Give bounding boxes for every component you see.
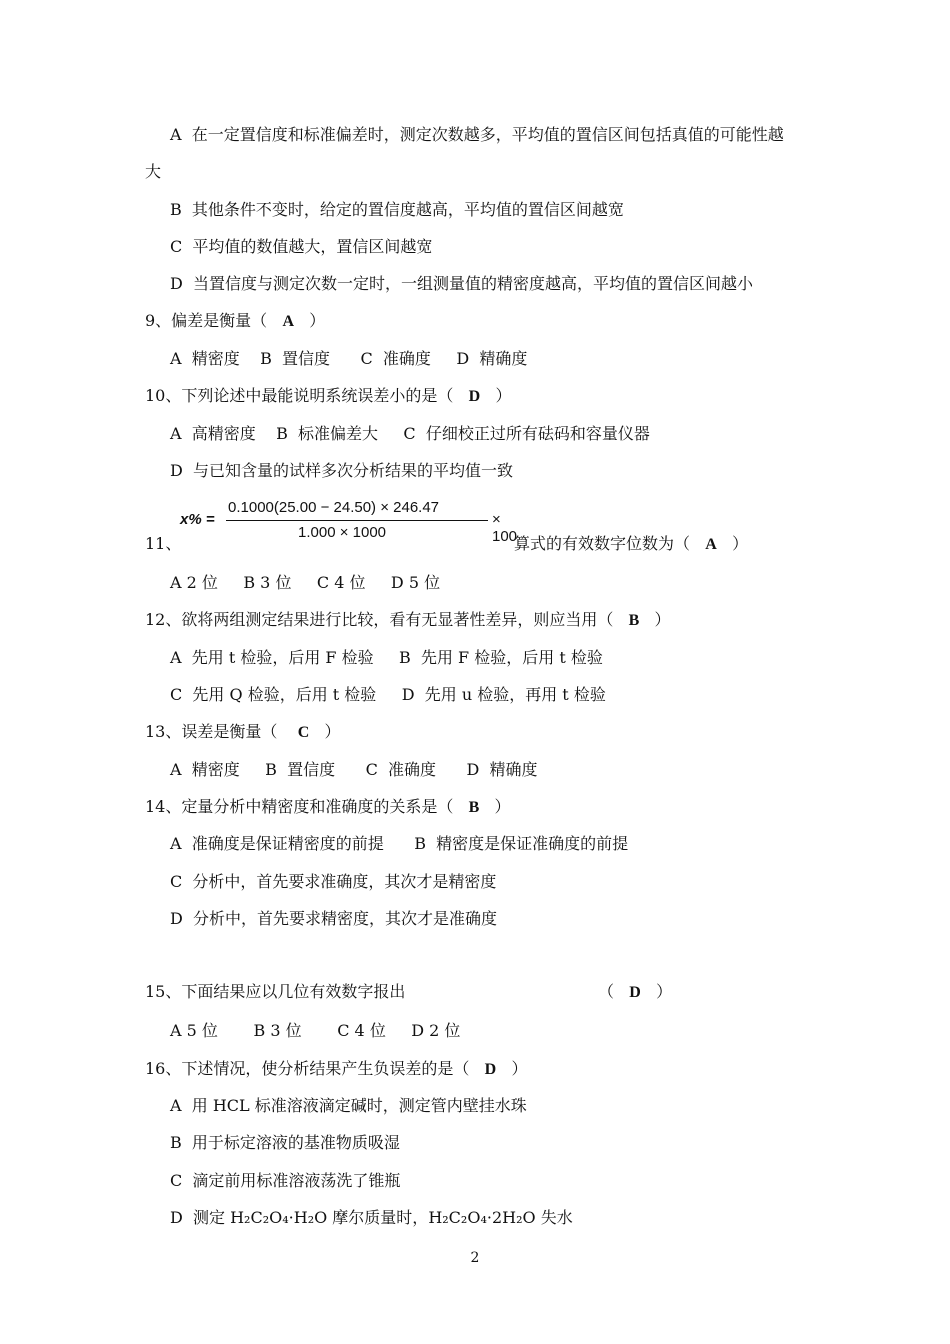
answer-15: D: [629, 984, 641, 1001]
q10-options-line2: D 与已知含量的试样多次分析结果的平均值一致: [170, 461, 514, 480]
question-11: 算式的有效数字位数为（ A ）: [514, 534, 749, 553]
chem-formula-1: H₂C₂O₄·H₂O: [230, 1208, 328, 1227]
q10-options-line1: A 高精密度 B 标准偏差大 C 仔细校正过所有砝码和容量仪器: [170, 424, 650, 443]
answer-9: A: [282, 313, 295, 330]
q14-options-line1: A 准确度是保证精密度的前提 B 精密度是保证准确度的前提: [170, 834, 629, 853]
formula: [180, 499, 520, 545]
answer-11: A: [705, 536, 717, 553]
question-9: 9、偏差是衡量（ A ）: [145, 311, 326, 330]
fraction-bar: [226, 520, 488, 521]
formula-tail: × 100: [492, 511, 518, 545]
q12-options-line1: A 先用 t 检验，后用 F 检验 B 先用 F 检验，后用 t 检验: [170, 648, 603, 667]
question-14: 14、定量分析中精密度和准确度的关系是（ B ）: [145, 797, 511, 816]
answer-12: B: [628, 612, 640, 629]
q8-option-b: B 其他条件不变时，给定的置信度越高，平均值的置信区间越宽: [170, 200, 624, 219]
q15-options: A 5 位 B 3 位 C 4 位 D 2 位: [170, 1021, 461, 1040]
q8-option-c: C 平均值的数值越大，置信区间越宽: [170, 237, 433, 256]
question-10: 10、下列论述中最能说明系统误差小的是（ D ）: [145, 386, 512, 405]
answer-16: D: [484, 1061, 497, 1078]
question-13: 13、误差是衡量（ C ）: [145, 722, 341, 741]
q8-option-d: D 当置信度与测定次数一定时，一组测量值的精密度越高，平均值的置信区间越小: [170, 274, 754, 293]
question-11-number: 11、: [145, 534, 182, 553]
question-16: 16、下述情况，使分析结果产生负误差的是（ D ）: [145, 1059, 528, 1078]
q16-option-d: D 测定 H₂C₂O₄·H₂O 摩尔质量时，H₂C₂O₄·2H₂O 失水: [170, 1208, 573, 1227]
q12-options-line2: C 先用 Q 检验，后用 t 检验 D 先用 u 检验，再用 t 检验: [170, 685, 606, 704]
formula-denominator: 1.000 × 1000: [298, 524, 387, 541]
formula-lhs: x% =: [180, 511, 215, 528]
q14-options-line3: D 分析中，首先要求精密度，其次才是准确度: [170, 909, 498, 928]
question-15-answer: （ D ）: [598, 982, 673, 1001]
q8-option-a-line1: A 在一定置信度和标准偏差时，测定次数越多，平均值的置信区间包括真值的可能性越: [170, 125, 784, 144]
q16-option-a: A 用 HCL 标准溶液滴定碱时，测定管内壁挂水珠: [170, 1096, 527, 1115]
answer-10: D: [468, 388, 481, 405]
q16-option-b: B 用于标定溶液的基准物质吸湿: [170, 1133, 400, 1152]
formula-numerator: 0.1000(25.00 − 24.50) × 246.47: [228, 499, 440, 516]
question-12: 12、欲将两组测定结果进行比较，看有无显著性差异，则应当用（ B ）: [145, 610, 671, 629]
q16-option-c: C 滴定前用标准溶液荡洗了锥瓶: [170, 1171, 401, 1190]
chem-formula-2: H₂C₂O₄·2H₂O: [428, 1208, 536, 1227]
q11-options: A 2 位 B 3 位 C 4 位 D 5 位: [170, 573, 441, 592]
q8-option-a-line2: 大: [145, 162, 162, 181]
answer-13: C: [297, 724, 310, 741]
answer-14: B: [468, 799, 480, 816]
q13-options: A 精密度 B 置信度 C 准确度 D 精确度: [170, 760, 538, 779]
page-number: 2: [470, 1250, 480, 1266]
q14-options-line2: C 分析中，首先要求准确度，其次才是精密度: [170, 872, 497, 891]
question-15: 15、下面结果应以几位有效数字报出: [145, 982, 406, 1001]
q9-options: A 精密度 B 置信度 C 准确度 D 精确度: [170, 349, 528, 368]
